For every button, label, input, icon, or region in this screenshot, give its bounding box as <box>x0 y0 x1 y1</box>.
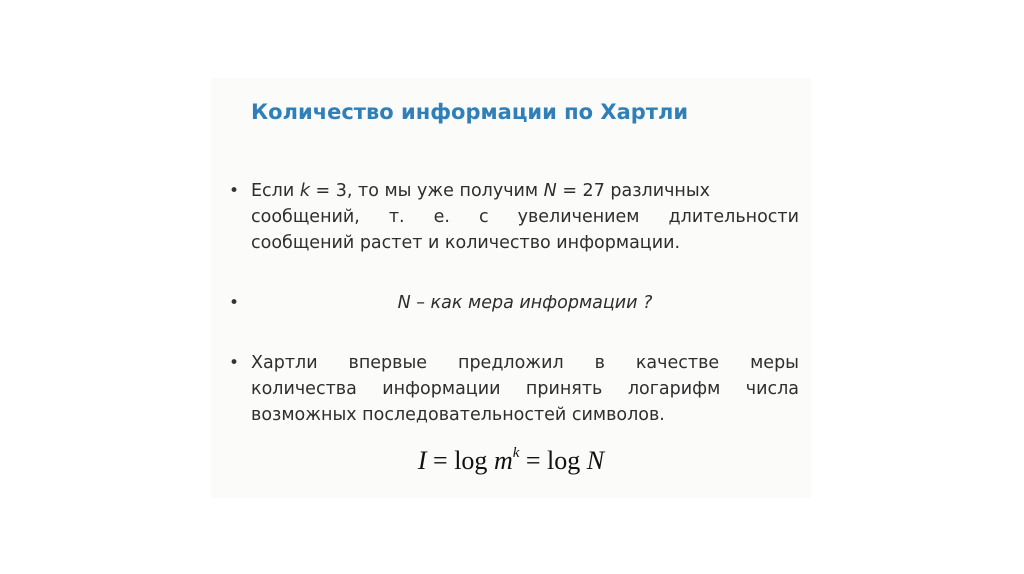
p1-text-a: Если <box>251 181 300 201</box>
p1-var-k: k <box>299 181 310 201</box>
formula-rhs: N <box>586 446 605 475</box>
bullet-2: • <box>229 293 240 313</box>
bullet-1: • <box>229 181 240 201</box>
paragraph-3-line-2: количества информации принять логарифм числа <box>251 379 799 399</box>
slide <box>211 78 811 498</box>
formula-eq-2: = log <box>519 446 587 475</box>
formula-lhs: I <box>417 446 427 475</box>
paragraph-3-line-3: возможных последовательностей символов. <box>251 405 665 425</box>
formula-base-m: m <box>493 446 513 475</box>
bullet-3: • <box>229 353 240 373</box>
paragraph-3-line-1: Хартли впервые предложил в качестве меры <box>251 353 799 373</box>
paragraph-1 <box>251 178 799 256</box>
formula-exponent-k: k <box>512 445 520 461</box>
p1-text-c: = 27 различных <box>556 181 711 201</box>
paragraph-3 <box>251 350 799 428</box>
p1-var-n: N <box>543 181 557 201</box>
p1-text-b: = 3, то мы уже получим <box>309 181 544 201</box>
formula-eq-1: = log <box>426 446 494 475</box>
slide-title: Количество информации по Хартли <box>251 100 689 124</box>
paragraph-1-line-3: сообщений растет и количество информации. <box>251 233 681 253</box>
hartley-formula <box>211 446 811 476</box>
paragraph-1-line-1 <box>251 178 799 204</box>
paragraph-1-line-2: сообщений, т. е. с увеличением длительности <box>251 207 799 227</box>
paragraph-2: N – как мера информации ? <box>397 293 653 313</box>
